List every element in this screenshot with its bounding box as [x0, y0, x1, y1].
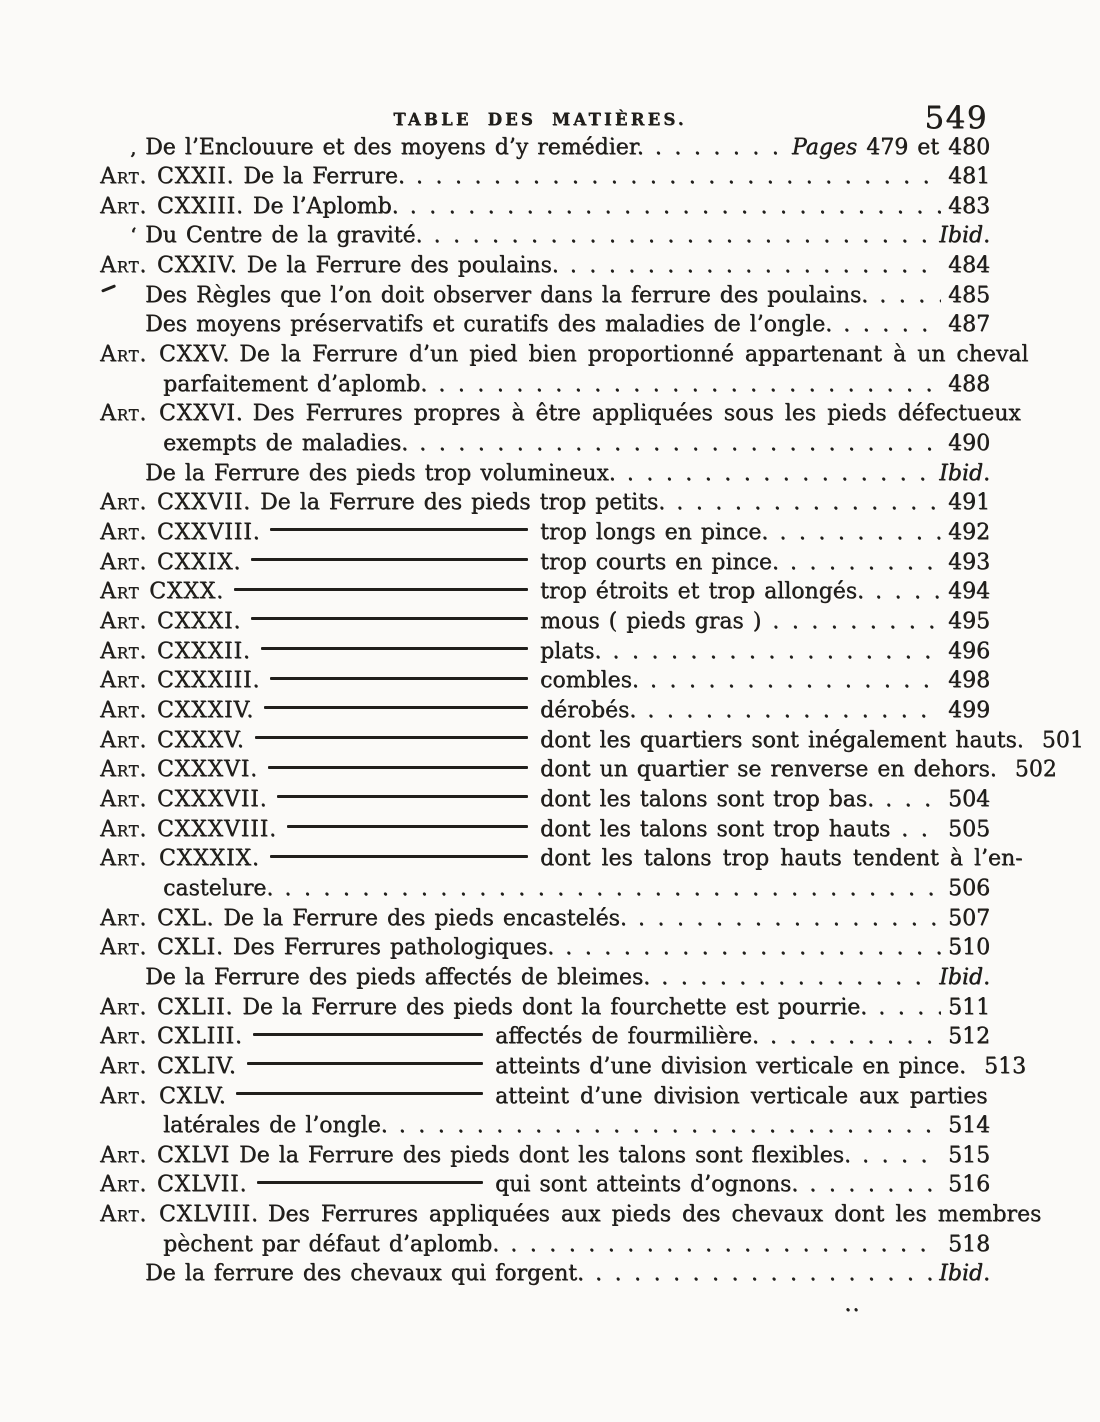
entry-title: De l’Aplomb. [252, 193, 399, 219]
entry-title: trop longs en pince. [540, 520, 769, 546]
leader-dots [570, 251, 941, 281]
entry-label: Art. CXLV. [100, 1083, 227, 1109]
page-number: 496 [948, 638, 990, 664]
table-of-contents [100, 133, 1084, 1290]
leader-dots [879, 281, 941, 311]
leader-dots [790, 548, 941, 578]
entry-label: Art. CXXXIII. [100, 668, 261, 694]
toc-row [100, 726, 1084, 756]
page-number: 483 [948, 193, 990, 219]
page-number: 484 [948, 253, 990, 279]
toc-row [100, 963, 990, 993]
page-number: Ibid. [939, 964, 990, 990]
continuation-dash [257, 1181, 483, 1184]
page-title: TABLE DES MATIÈRES. [393, 110, 687, 129]
entry-lead [100, 548, 540, 578]
entry-lead [100, 815, 540, 845]
continuation-dash [253, 1033, 483, 1036]
continuation-dash [277, 795, 528, 798]
entry-label: Art. CXXV. [100, 342, 231, 368]
entry-title: Des Règles que l’on doit observer dans la ferrure des poulains. [145, 282, 869, 308]
entry-label: Art. CXXVIII. [100, 520, 261, 546]
entry-title: De la ferrure des chevaux qui forgent. [145, 1261, 584, 1287]
toc-row [100, 281, 990, 311]
entry-title: ‘ Du Centre de la gravité. [145, 221, 422, 251]
continuation-dash [251, 617, 528, 620]
page-prefix: Pages [791, 134, 858, 160]
page-number: 511 [948, 994, 990, 1020]
entry-label: Art. CXXVII. [100, 490, 251, 516]
entry-title: dont les quartiers sont inégalement hauts. [540, 727, 1024, 753]
entry-lead [100, 726, 540, 756]
continuation-dash [236, 1092, 483, 1095]
entry-title: dont les talons trop hauts tendent à l’en- [540, 846, 1023, 872]
toc-row [100, 1141, 990, 1171]
continuation-dash [264, 706, 528, 709]
page-number: 493 [948, 549, 990, 575]
stray-mark: , [130, 134, 137, 159]
entry-title: De la Ferrure des pieds encastelés. [223, 905, 627, 931]
entry-label: Art. CXXXI. [100, 609, 242, 634]
toc-row [100, 666, 990, 696]
toc-row [100, 1052, 1027, 1082]
toc-row [100, 548, 990, 578]
toc-row [100, 221, 990, 251]
page-number: 494 [948, 579, 990, 605]
entry-label: Art. CXXXVI. [100, 757, 258, 783]
entry-lead [100, 607, 540, 637]
toc-row [100, 192, 990, 222]
entry-title: plats. [540, 638, 602, 664]
continuation-dash [247, 1062, 483, 1065]
continuation-dash [234, 588, 528, 591]
entry-title-continuation: castelure. [163, 875, 274, 901]
entry-title: qui sont atteints d’ognons. [495, 1172, 799, 1198]
entry-label: Art. CXLVIII. [100, 1202, 259, 1228]
signature-mark: .. [845, 1296, 862, 1315]
entry-title: atteints d’une division verticale en pince. [495, 1053, 967, 1079]
entry-title: , De l’Enclouure et des moyens d’y remédier. [145, 133, 644, 163]
entry-title: atteint d’une division verticale aux parties [495, 1083, 988, 1109]
leader-dots [565, 933, 941, 963]
page-number: 491 [948, 490, 990, 516]
entry-title: De la Ferrure des pieds trop petits. [259, 490, 666, 516]
entry-label: Art. CXXIII. [100, 193, 244, 219]
toc-row-continuation [100, 1230, 990, 1260]
entry-title: De la Ferrure des pieds trop volumineux. [145, 460, 616, 486]
page-number: 490 [948, 431, 990, 457]
entry-title-continuation: parfaitement d’aplomb. [163, 371, 428, 397]
entry-title: dont un quartier se renverse en dehors. [540, 757, 997, 783]
page-number: 481 [948, 164, 990, 190]
entry-label: Art. CXXXV. [100, 727, 245, 753]
page-number: 488 [948, 371, 990, 397]
toc-row [100, 1200, 1042, 1230]
folio-number: 549 [924, 100, 988, 136]
page-number: 498 [948, 668, 990, 694]
page-number: Ibid. [939, 1261, 990, 1287]
leader-dots [284, 874, 941, 904]
toc-row [100, 993, 990, 1023]
leader-dots [770, 1022, 941, 1052]
toc-row [100, 251, 990, 281]
entry-lead [100, 577, 540, 607]
stray-mark: ‘ [130, 223, 137, 248]
entry-lead [100, 1052, 495, 1082]
leader-dots [416, 162, 941, 192]
toc-row [100, 1022, 990, 1052]
toc-row [100, 696, 990, 726]
page-number: 504 [948, 786, 990, 812]
leader-dots [647, 696, 941, 726]
entry-label: Art. CXXXVIII. [100, 816, 277, 842]
leader-dots [655, 133, 785, 163]
toc-row [100, 459, 990, 489]
toc-row [100, 399, 1021, 429]
entry-title: Des Ferrures appliquées aux pieds des chevaux dont les membres [267, 1202, 1042, 1228]
entry-title: mous ( pieds gras ) [540, 609, 762, 634]
toc-row [100, 785, 990, 815]
entry-title: trop étroits et trop allongés. [540, 579, 864, 605]
entry-lead [100, 1022, 495, 1052]
page-number: Pages 479 et 480 [791, 134, 990, 160]
page-number: 495 [948, 609, 990, 634]
leader-dots [676, 488, 941, 518]
toc-row [100, 904, 990, 934]
entry-label: Art. CXLI. [100, 935, 224, 961]
toc-row [100, 1082, 990, 1112]
entry-lead [100, 696, 540, 726]
entry-label: Art. CXXXIX. [100, 846, 260, 872]
entry-title: dont les talons sont trop bas. [540, 786, 875, 812]
entry-label: Art. CXLVI [100, 1142, 230, 1168]
page-number: 507 [948, 905, 990, 931]
entry-title: De la Ferrure des pieds dont les talons sont flexibles. [238, 1142, 851, 1168]
entry-label: Art CXXX. [100, 579, 224, 605]
page-number: 485 [948, 282, 990, 308]
entry-label: Art. CXLIV. [100, 1053, 237, 1079]
leader-dots [772, 607, 941, 637]
continuation-dash [270, 855, 528, 858]
entry-label: Art. CXL. [100, 905, 215, 931]
entry-title: combles. [540, 668, 639, 694]
toc-row [100, 577, 990, 607]
entry-title: De la Ferrure des poulains. [246, 253, 559, 279]
toc-row [100, 310, 990, 340]
page-number: 499 [948, 697, 990, 723]
toc-row [100, 637, 990, 667]
leader-dots [438, 370, 941, 400]
toc-row-continuation [100, 370, 990, 400]
toc-row [100, 607, 990, 637]
toc-row [100, 488, 990, 518]
entry-lead [100, 1170, 495, 1200]
continuation-dash [287, 825, 528, 828]
entry-title: De la Ferrure des pieds dont la fourchette est pourrie. [242, 994, 868, 1020]
leader-dots [779, 518, 941, 548]
leader-dots [809, 1170, 941, 1200]
leader-dots [410, 192, 941, 222]
leader-dots [875, 577, 941, 607]
leader-dots [612, 637, 941, 667]
page-number: 514 [948, 1113, 990, 1139]
leader-dots [627, 459, 932, 489]
leader-dots [885, 785, 941, 815]
leader-dots [843, 310, 941, 340]
toc-row-continuation [100, 874, 990, 904]
toc-row [100, 1170, 990, 1200]
entry-label: Art. CXLVII. [100, 1172, 248, 1198]
entry-lead [100, 666, 540, 696]
entry-lead [100, 1082, 495, 1112]
continuation-dash [270, 528, 528, 531]
entry-label: Art. CXXIV. [100, 253, 238, 279]
page-number: 513 [984, 1053, 1027, 1079]
entry-title-continuation: pèchent par défaut d’aplomb. [163, 1231, 500, 1257]
entry-title: De la Ferrure. [243, 164, 405, 190]
toc-row [100, 933, 990, 963]
leader-dots [510, 1230, 941, 1260]
entry-title: affectés de fourmilière. [495, 1024, 759, 1050]
toc-row [100, 133, 990, 163]
entry-label: Art. CXLIII. [100, 1024, 243, 1050]
continuation-dash [255, 736, 528, 739]
entry-title: Des Ferrures pathologiques. [232, 935, 555, 961]
toc-row [100, 518, 990, 548]
page-number: Ibid. [939, 460, 990, 486]
toc-row [100, 844, 1023, 874]
entry-lead [100, 785, 540, 815]
leader-dots [399, 1111, 941, 1141]
leader-dots [862, 1141, 941, 1171]
page-number: 487 [948, 312, 990, 338]
entry-title: dérobés. [540, 697, 637, 723]
entry-lead [100, 755, 540, 785]
leader-dots [901, 815, 941, 845]
entry-label: Art. CXXXVII. [100, 786, 268, 812]
continuation-dash [270, 677, 528, 680]
leader-dots [419, 429, 941, 459]
page-number: 501 [1041, 727, 1084, 753]
entry-title: Des moyens préservatifs et curatifs des maladies de l’ongle. [145, 312, 833, 338]
toc-row [100, 815, 990, 845]
continuation-dash [268, 766, 528, 769]
page-number: 516 [948, 1172, 990, 1198]
page-number: 510 [948, 935, 990, 961]
toc-row-continuation [100, 429, 990, 459]
entry-lead [100, 637, 540, 667]
page-number: 512 [948, 1024, 990, 1050]
entry-title: De la Ferrure des pieds affectés de bleimes. [145, 964, 651, 990]
entry-title: dont les talons sont trop hauts [540, 816, 891, 842]
entry-label: Art. CXXXII. [100, 638, 251, 664]
toc-row [100, 162, 990, 192]
continuation-dash [251, 558, 528, 561]
leader-dots [595, 1259, 932, 1289]
toc-row [100, 340, 1029, 370]
continuation-dash [261, 647, 528, 650]
entry-label: Art. CXXVI. [100, 401, 244, 427]
leader-dots [661, 963, 932, 993]
leader-dots [433, 221, 932, 251]
entry-label: Art. CXLII. [100, 994, 234, 1020]
toc-row [100, 1259, 990, 1289]
entry-lead [100, 518, 540, 548]
toc-row-continuation [100, 1111, 990, 1141]
entry-title: Des Ferrures propres à être appliquées sous les pieds défectueux [252, 401, 1021, 427]
page-number: Ibid. [939, 223, 990, 249]
page-number: 515 [948, 1142, 990, 1168]
page-number: 502 [1014, 757, 1057, 783]
leader-dots [638, 904, 941, 934]
entry-title: trop courts en pince. [540, 549, 779, 575]
entry-label: Art. CXXXIV. [100, 697, 255, 723]
leader-dots [650, 666, 941, 696]
page-number: 505 [948, 816, 990, 842]
entry-title: De la Ferrure d’un pied bien proportionné appartenant à un cheval [239, 342, 1029, 368]
leader-dots [878, 993, 941, 1023]
entry-label: Art. CXXIX. [100, 549, 242, 575]
entry-title-continuation: latérales de l’ongle. [163, 1113, 388, 1139]
page-number: 518 [948, 1231, 990, 1257]
page-number: 492 [948, 520, 990, 546]
entry-label: Art. CXXII. [100, 164, 235, 190]
entry-title-continuation: exempts de maladies. [163, 431, 409, 457]
page-number: 506 [948, 875, 990, 901]
toc-row [100, 755, 1057, 785]
entry-lead [100, 844, 540, 874]
